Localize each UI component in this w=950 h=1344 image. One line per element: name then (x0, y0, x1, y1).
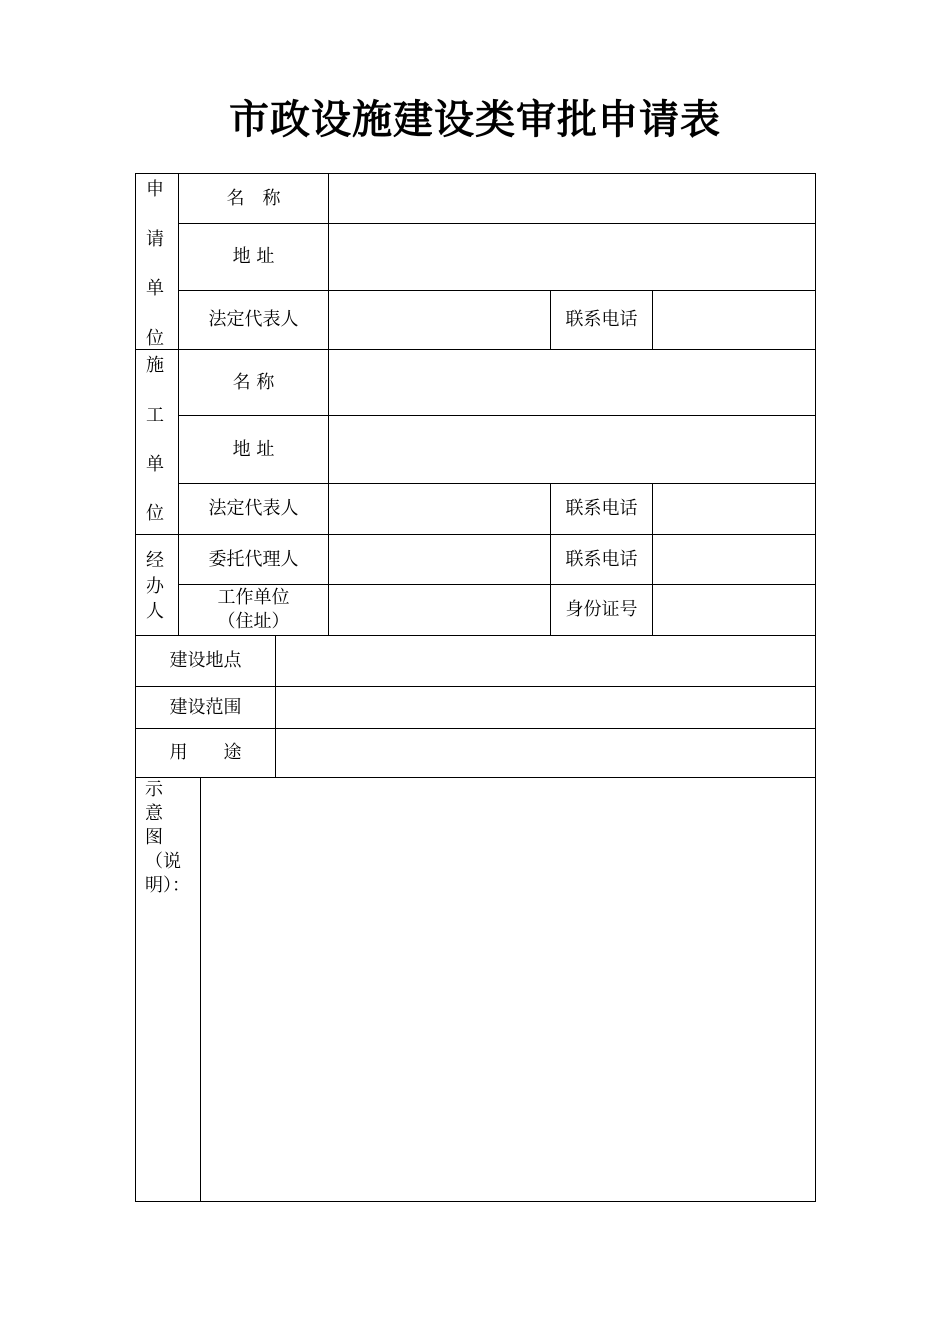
agent-label: 委托代理人 (208, 548, 299, 570)
id-number-field[interactable] (653, 585, 815, 635)
applicant-legal-rep-label: 法定代表人 (208, 309, 299, 330)
diagram-label-line: 意 (145, 803, 163, 824)
constructor-address-label: 地 址 (232, 438, 275, 460)
construction-scope-label: 建设范围 (169, 696, 242, 718)
section-label-char: 人 (146, 601, 164, 622)
section-label-char: 位 (146, 328, 164, 349)
handler-phone-field[interactable] (653, 535, 815, 584)
applicant-address-label: 地 址 (232, 246, 275, 267)
workplace-field[interactable] (329, 585, 550, 635)
constructor-legal-rep-label: 法定代表人 (208, 498, 299, 519)
handler-phone-label: 联系电话 (565, 548, 638, 570)
page-title: 市政设施建设类审批申请表 (229, 97, 721, 143)
diagram-label (145, 778, 200, 898)
workplace-label (179, 585, 328, 635)
applicant-address-field[interactable] (329, 224, 815, 290)
applicant-section-label (135, 173, 178, 349)
table-border-bottom (135, 1201, 816, 1202)
section-label-char: 施 (146, 355, 164, 376)
section-label-char: 申 (146, 179, 164, 200)
diagram-label-line: 图 (145, 827, 163, 848)
applicant-phone-label: 联系电话 (565, 309, 638, 330)
agent-field[interactable] (329, 535, 550, 584)
section-label-char: 位 (146, 503, 164, 524)
id-number-label: 身份证号 (565, 599, 638, 620)
applicant-name-field[interactable] (329, 174, 815, 223)
constructor-name-field[interactable] (329, 350, 815, 415)
construction-scope-field[interactable] (276, 687, 815, 728)
construction-location-field[interactable] (276, 636, 815, 686)
workplace-label-line: 工作单位 (217, 587, 290, 608)
constructor-name-label: 名 称 (232, 371, 275, 393)
section-label-char: 单 (146, 278, 164, 299)
section-label-char: 办 (146, 576, 164, 597)
section-label-char: 单 (146, 454, 164, 475)
constructor-address-field[interactable] (329, 416, 815, 483)
diagram-label-line: 示 (145, 779, 163, 800)
constructor-phone-label: 联系电话 (565, 498, 638, 519)
applicant-legal-rep-field[interactable] (329, 291, 550, 349)
applicant-name-label: 名 称 (226, 187, 281, 209)
construction-location-label: 建设地点 (169, 650, 242, 671)
constructor-section-label (135, 349, 178, 534)
workplace-label-line: （住址） (217, 611, 290, 632)
section-label-char: 经 (146, 550, 164, 571)
usage-label: 用 途 (169, 742, 242, 763)
diagram-label-line: （说 (145, 851, 181, 872)
applicant-phone-field[interactable] (653, 291, 815, 349)
section-label-char: 工 (146, 405, 164, 426)
diagram-label-line: 明）： (145, 875, 190, 896)
constructor-legal-rep-field[interactable] (329, 484, 550, 534)
diagram-field[interactable] (201, 778, 815, 1201)
constructor-phone-field[interactable] (653, 484, 815, 534)
section-label-char: 请 (146, 229, 164, 250)
table-border-right (815, 173, 816, 1202)
usage-field[interactable] (276, 729, 815, 777)
handler-section-label (135, 534, 178, 635)
